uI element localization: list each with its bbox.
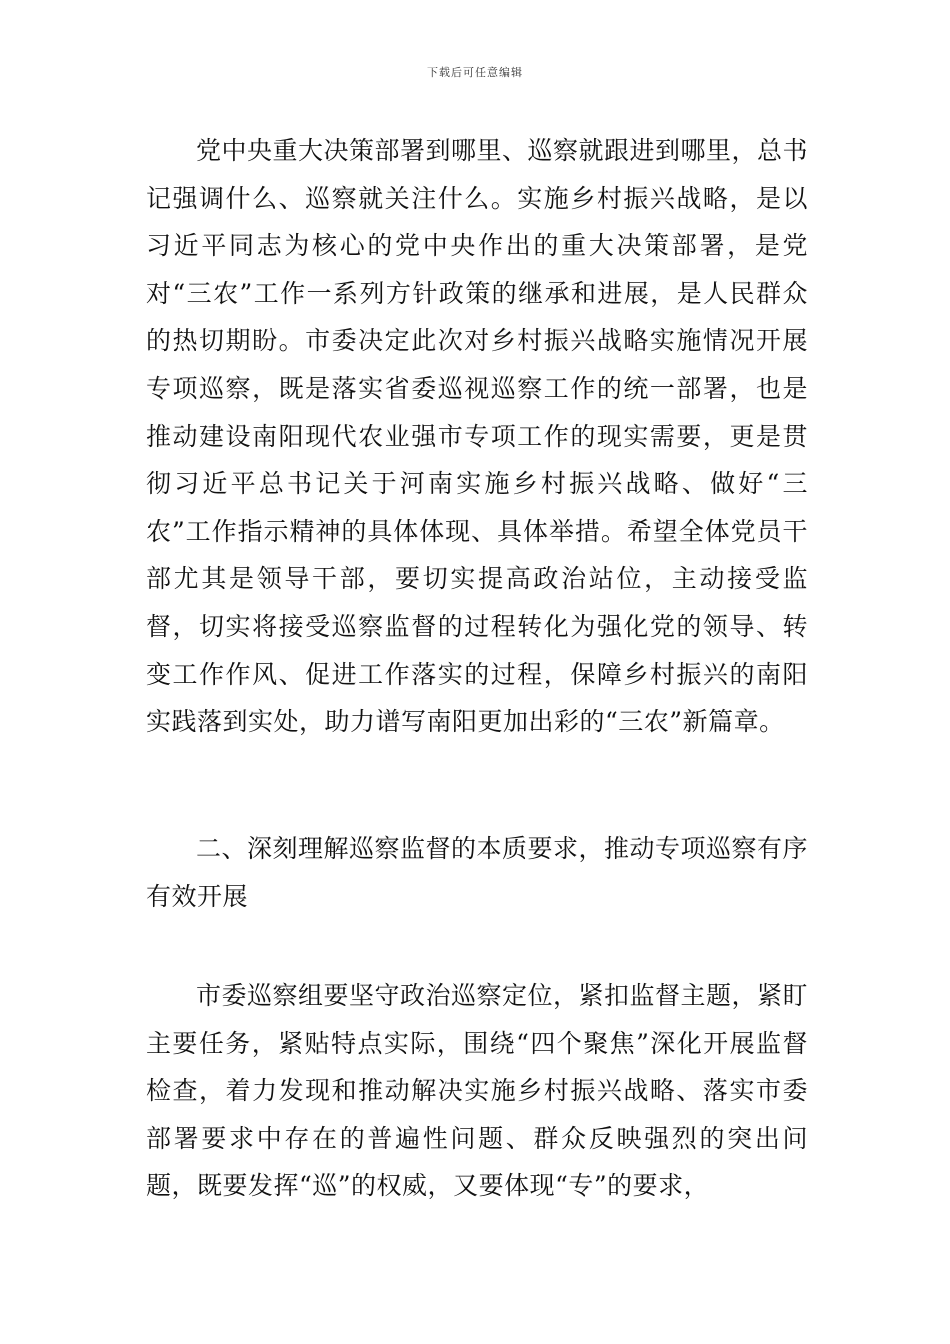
body-paragraph-2: 市委巡察组要坚守政治巡察定位，紧扣监督主题，紧盯主要任务，紧贴特点实际，围绕“四个聚焦”深化开展监督检查，着力发现和推动解决实施乡村振兴战略、落实市委部署要求中存在的普遍性问题、群众反映强烈的突出问题，既要发挥“巡”的权威，又要体现“专”的要求， bbox=[146, 981, 809, 1201]
download-note: 下载后可任意编辑 bbox=[427, 66, 523, 79]
body-paragraph-1: 党中央重大决策部署到哪里、巡察就跟进到哪里，总书记强调什么、巡察就关注什么。实施乡村振兴战略，是以习近平同志为核心的党中央作出的重大决策部署，是党对“三农”工作一系列方针政策的继承和进展，是人民群众的热切期盼。市委决定此次对乡村振兴战略实施情况开展专项巡察，既是落实省委巡视巡察工作的统一部署，也是推动建设南阳现代农业强市专项工作的现实需要，更是贯彻习近平总书记关于河南实施乡村振兴战略、做好“三农”工作指示精神的具体体现、具体举措。希望全体党员干部尤其是领导干部，要切实提高政治站位，主动接受监督，切实将接受巡察监督的过程转化为强化党的领导、转变工作作风、促进工作落实的过程，保障乡村振兴的南阳实践落到实处，助力谱写南阳更加出彩的“三农”新篇章。 bbox=[146, 136, 809, 737]
section-heading-2: 二、深刻理解巡察监督的本质要求，推动专项巡察有序有效开展 bbox=[146, 834, 809, 911]
